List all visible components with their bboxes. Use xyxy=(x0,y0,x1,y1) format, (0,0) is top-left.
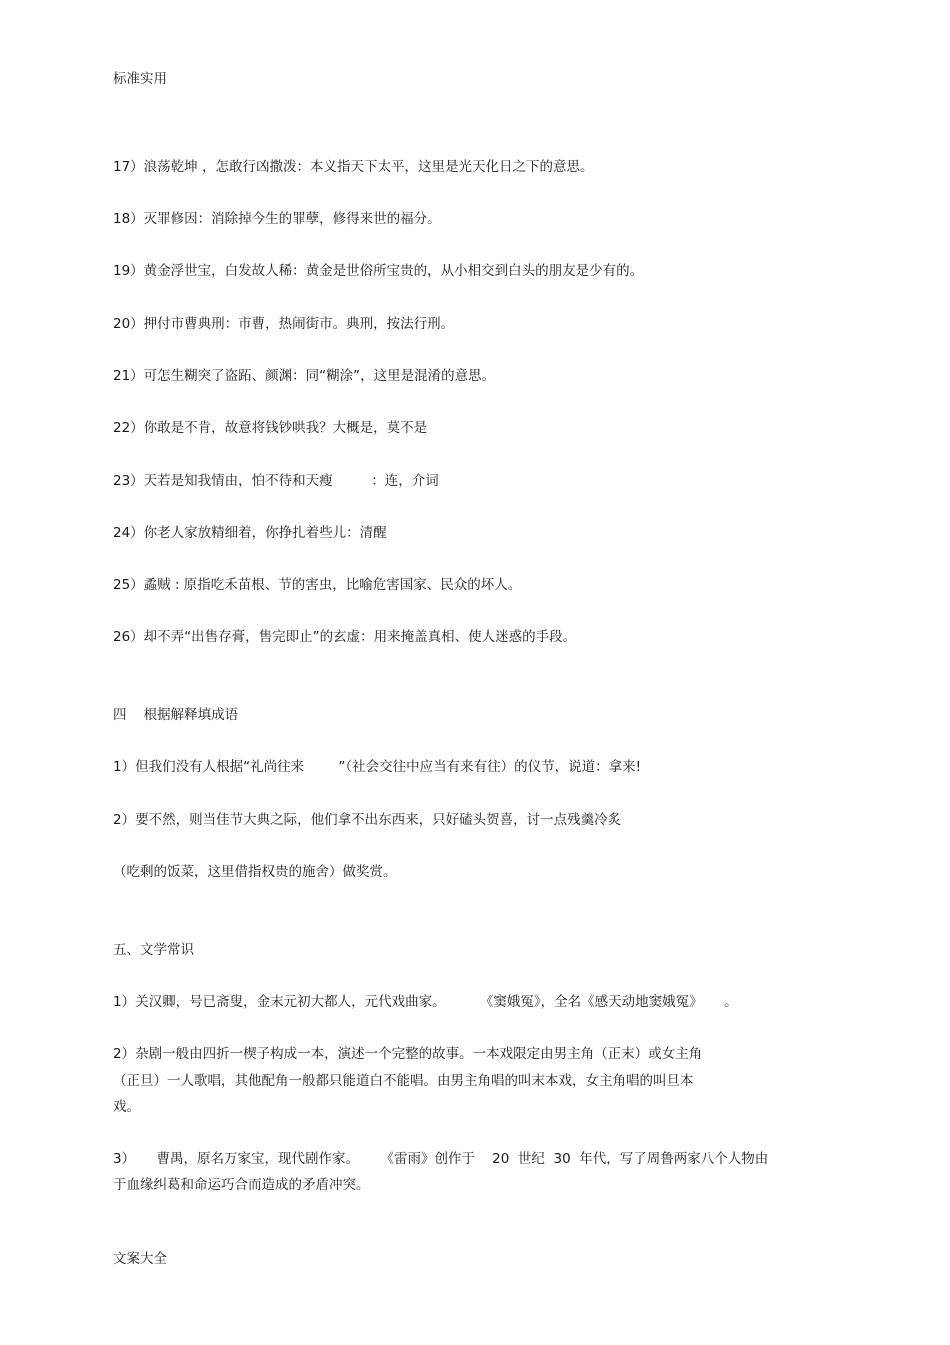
list-item: 24）你老人家放精细着，你挣扎着些儿：清醒 xyxy=(113,525,387,541)
section-title: 四 根据解释填成语 xyxy=(113,707,239,723)
paragraph-line: 3） 曹禺，原名万家宝，现代剧作家。 《雷雨》创作于 20 世纪 30 年代，写了周鲁两家八个人物由 xyxy=(113,1151,769,1167)
paragraph-line: （正旦）一人歌唱，其他配角一般都只能道白不能唱。由男主角唱的叫末本戏，女主角唱的叫旦本 xyxy=(113,1073,694,1089)
section-title: 五、文学常识 xyxy=(113,942,194,958)
list-item: 23）天若是知我情由，怕不待和天瘦 ：连，介词 xyxy=(113,473,439,489)
list-item: 19）黄金浮世宝，白发故人稀：黄金是世俗所宝贵的，从小相交到白头的朋友是少有的。 xyxy=(113,263,644,279)
paragraph-line: （吃剩的饭菜，这里借指权贵的施舍）做奖赏。 xyxy=(113,864,397,880)
list-item: 20）押付市曹典刑：市曹，热闹街市。典刑，按法行刑。 xyxy=(113,316,455,332)
paragraph-line: 2）要不然，则当佳节大典之际，他们拿不出东西来，只好磕头贺喜，讨一点残羹冷炙 xyxy=(113,812,622,828)
paragraph-line: 1）关汉卿，号已斋叟，金末元初大都人，元代戏曲家。 《窦娥冤》，全名《感天动地窦娥冤》 。 xyxy=(113,994,738,1010)
paragraph-line: 1）但我们没有人根据“礼尚往来 ”（社会交往中应当有来有往）的仪节，说道：拿来! xyxy=(113,759,642,775)
list-item: 18）灭罪修因：消除掉今生的罪孽，修得来世的福分。 xyxy=(113,211,441,227)
list-item: 22）你敢是不肯，故意将钱钞哄我？大概是，莫不是 xyxy=(113,420,428,436)
list-item: 17）浪荡乾坤 ，怎敢行凶撒泼：本义指天下太平，这里是光天化日之下的意思。 xyxy=(113,159,594,175)
list-item: 25）蟊贼 : 原指吃禾苗根、节的害虫，比喻危害国家、民众的坏人。 xyxy=(113,577,522,593)
paragraph-line: 2）杂剧一般由四折一楔子构成一本，演述一个完整的故事。一本戏限定由男主角（正末）或女主角 xyxy=(113,1046,703,1062)
list-item: 21）可怎生糊突了盗跖、颜渊：同“糊涂”，这里是混淆的意思。 xyxy=(113,368,496,384)
page-footer: 文案大全 xyxy=(113,1251,167,1267)
paragraph-line: 于血缘纠葛和命运巧合而造成的矛盾冲突。 xyxy=(113,1177,370,1193)
paragraph-line: 戏。 xyxy=(113,1099,140,1115)
list-item: 26）却不弄“出售存膏，售完即止”的玄虚：用来掩盖真相、使人迷惑的手段。 xyxy=(113,629,577,645)
page-header: 标准实用 xyxy=(113,71,167,87)
